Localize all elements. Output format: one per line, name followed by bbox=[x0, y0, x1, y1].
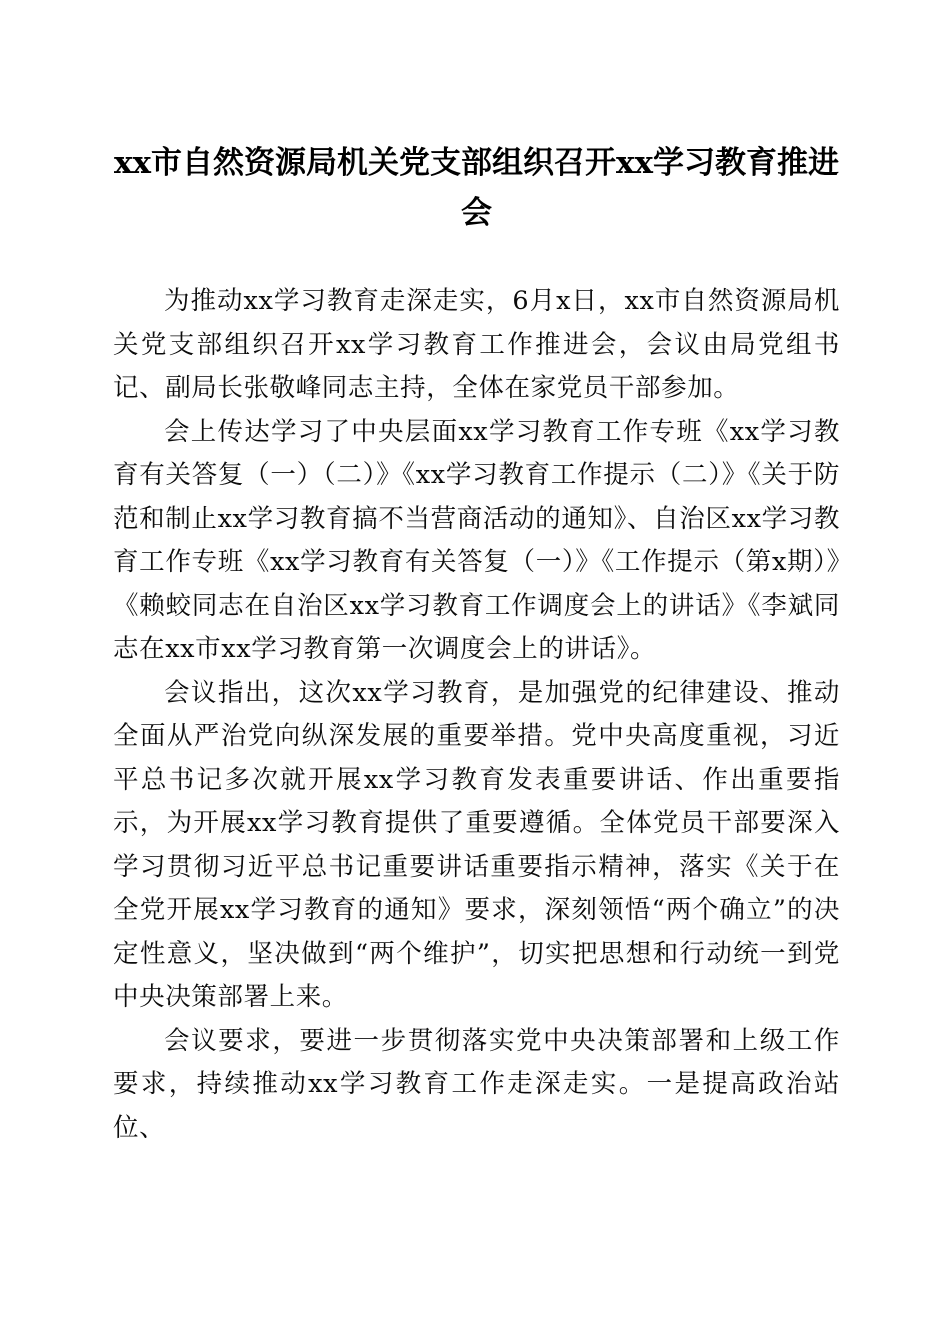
paragraph-1: 为推动xx学习教育走深走实，6月x日，xx市自然资源局机关党支部组织召开xx学习教育工作推进会，会议由局党组书记、副局长张敬峰同志主持，全体在家党员干部参加。 bbox=[113, 286, 840, 403]
paragraph-3: 会议指出，这次xx学习教育，是加强党的纪律建设、推动全面从严治党向纵深发展的重要举措。党中央高度重视，习近平总书记多次就开展xx学习教育发表重要讲话、作出重要指示，为开展xx学习教育提供了重要遵循。全体党员干部要深入学习贯彻习近平总书记重要讲话重要指示精神，落实《关于在全党开展xx学习教育的通知》要求，深刻领悟“两个确立”的决定性意义，坚决做到“两个维护”，切实把思想和行动统一到党中央决策部署上来。 bbox=[113, 677, 840, 1012]
document-body bbox=[113, 0, 840, 1310]
paragraph-2: 会上传达学习了中央层面xx学习教育工作专班《xx学习教育有关答复（一）（二）》《xx学习教育工作提示（二）》《关于防范和制止xx学习教育搞不当营商活动的通知》、自治区xx学习教育工作专班《xx学习教育有关答复（一）》《工作提示（第x期）》《赖蛟同志在自治区xx学习教育工作调度会上的讲话》《李斌同志在xx市xx学习教育第一次调度会上的讲话》。 bbox=[113, 416, 840, 664]
paragraph-4: 会议要求，要进一步贯彻落实党中央决策部署和上级工作要求，持续推动xx学习教育工作走深走实。一是提高政治站位、 bbox=[113, 1025, 840, 1143]
page-title: xx市自然资源局机关党支部组织召开xx学习教育推进会 bbox=[114, 145, 839, 231]
page-bottom-margin bbox=[113, 1150, 840, 1310]
